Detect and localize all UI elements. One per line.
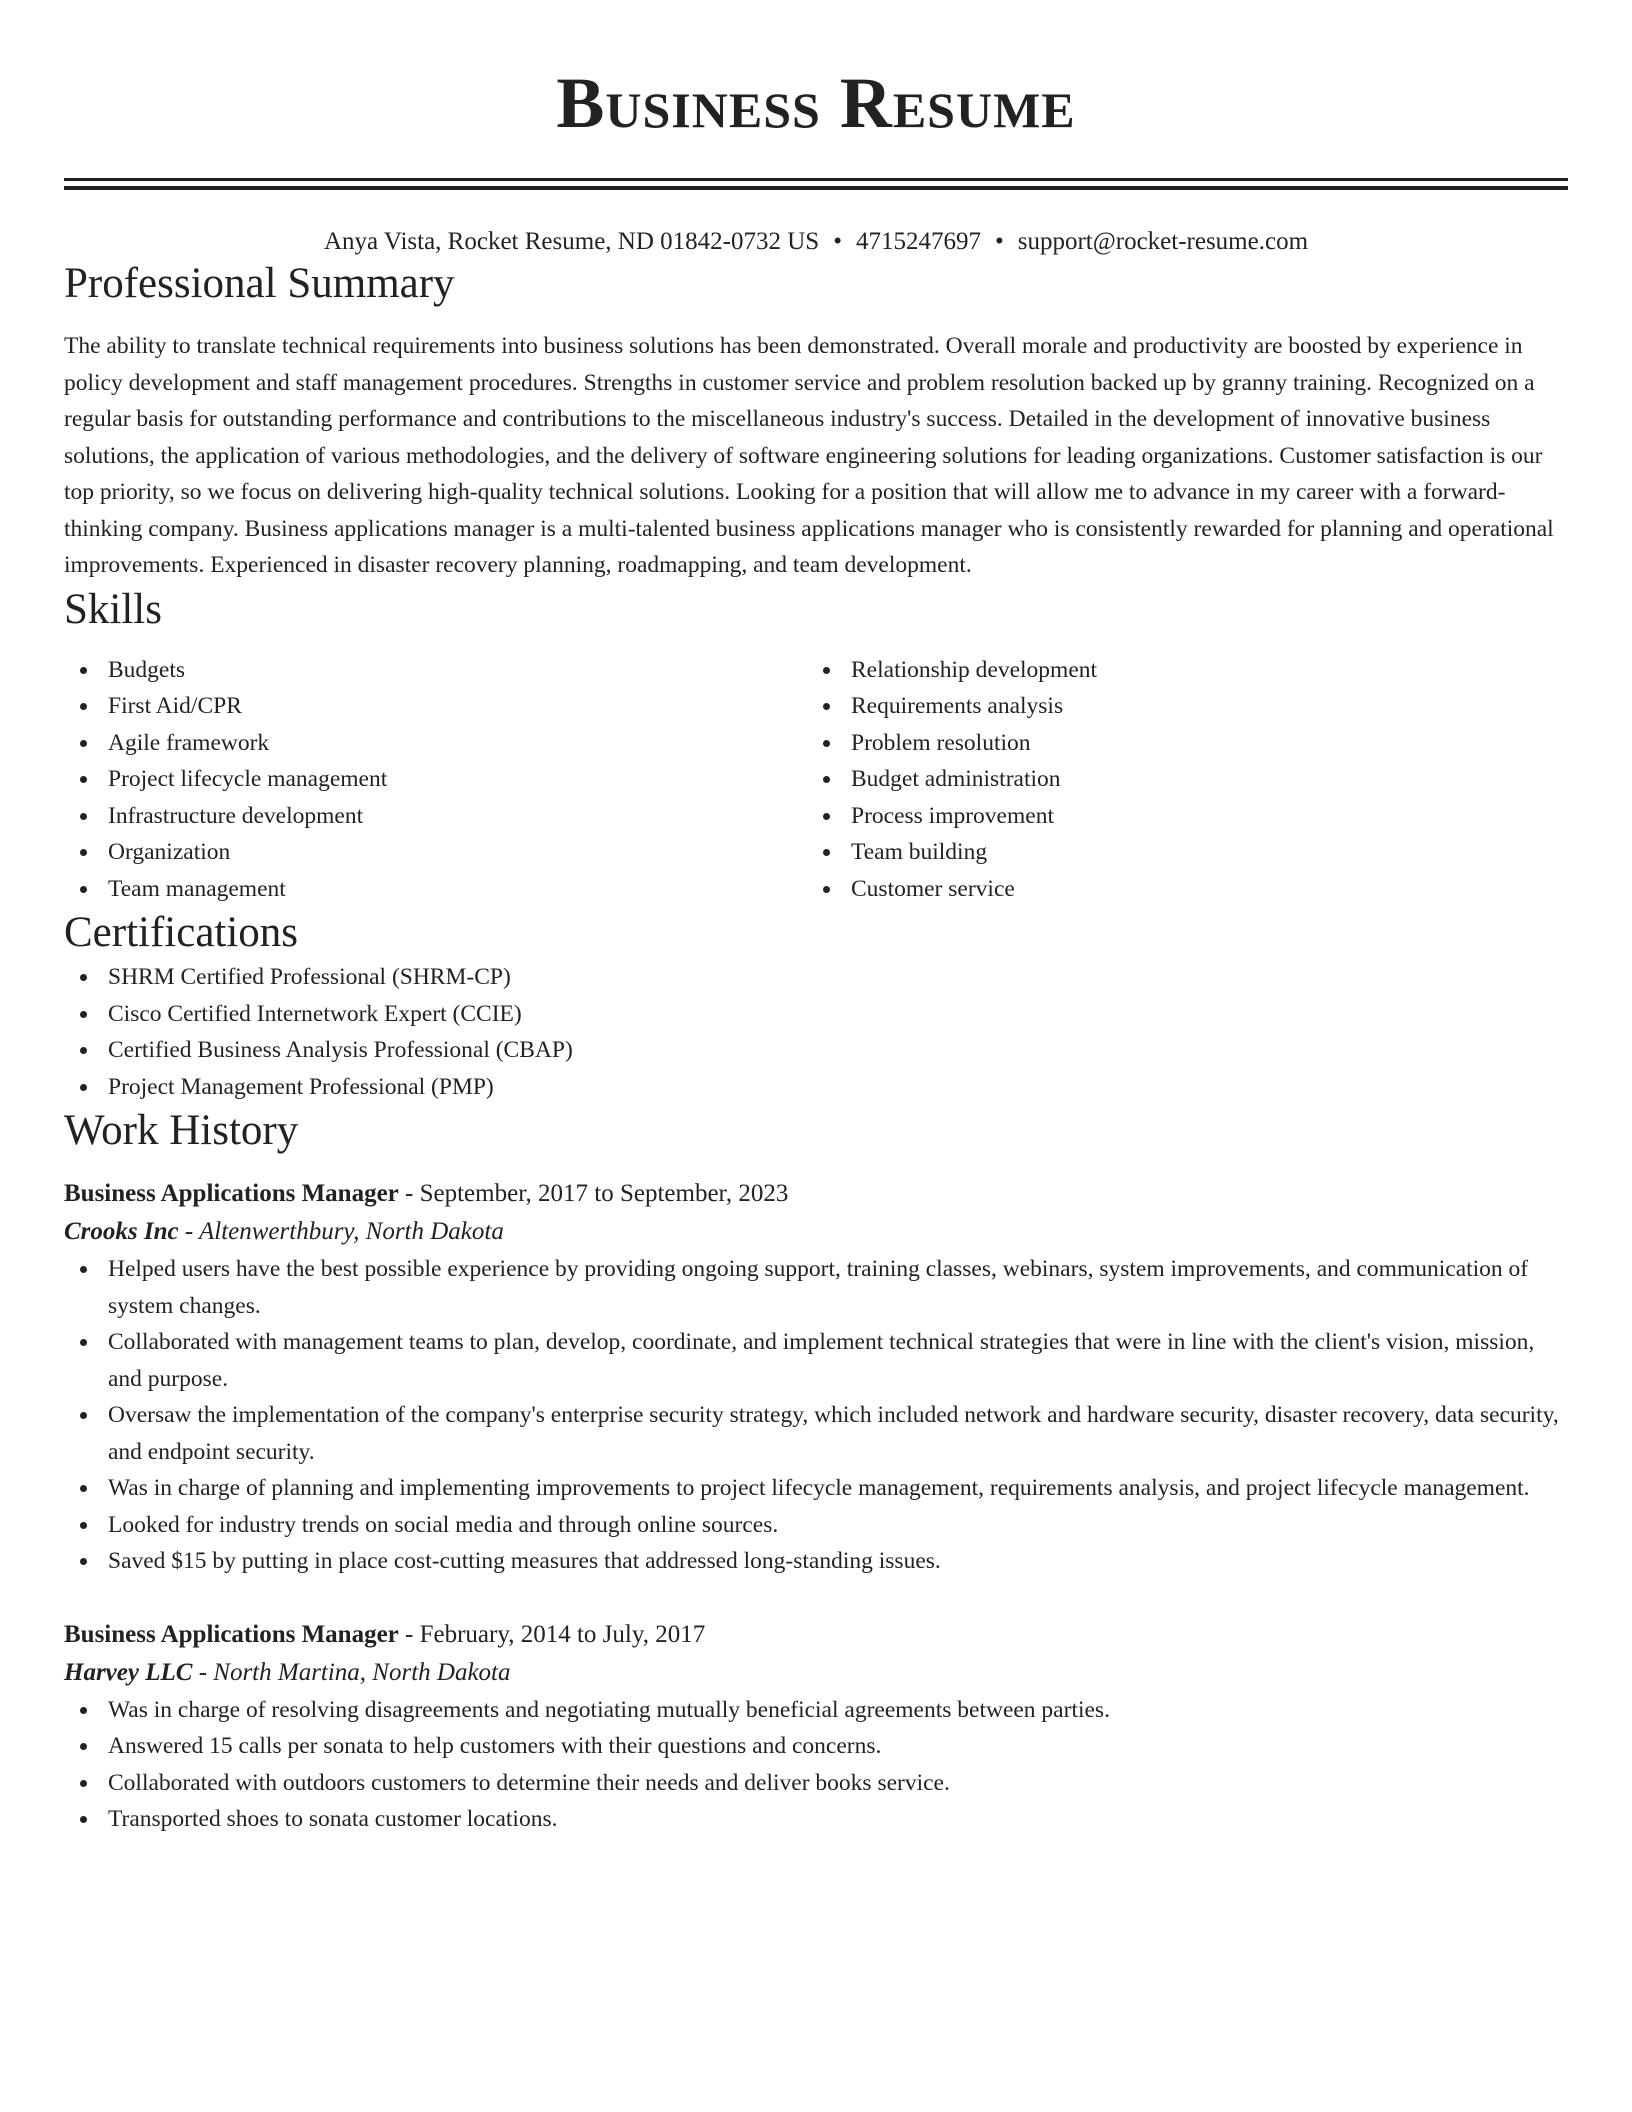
job-title: Business Applications Manager <box>64 1620 399 1648</box>
certification-item: Cisco Certified Internetwork Expert (CCIE) <box>64 996 1568 1033</box>
skills-column-left <box>64 652 807 908</box>
certifications-heading: Certifications <box>64 909 299 956</box>
contact-phone: 4715247697 <box>855 228 981 255</box>
job-company-line <box>64 1213 1568 1251</box>
resume-title: Business Resume <box>556 63 1076 143</box>
skill-item: Budgets <box>64 652 807 689</box>
contact-separator: • <box>833 228 842 255</box>
job-bullet: Helped users have the best possible experience by providing ongoing support, training classes, webinars, system improvements, and communication of system changes. <box>64 1251 1568 1324</box>
job-entry <box>64 1175 1568 1580</box>
job-dates: - September, 2017 to September, 2023 <box>398 1180 789 1207</box>
certifications-list <box>64 959 1568 1105</box>
job-bullet: Collaborated with management teams to plan, develop, coordinate, and implement technical strategies that were in line with the client's vision, mission, and purpose. <box>64 1324 1568 1397</box>
contact-email: support@rocket-resume.com <box>1017 228 1309 255</box>
skills-list-left <box>64 652 807 908</box>
job-company-line <box>64 1654 1568 1692</box>
job-company: Harvey LLC <box>64 1658 193 1686</box>
skills-list-right <box>807 652 1550 908</box>
skill-item: Project lifecycle management <box>64 761 807 798</box>
skill-item: Problem resolution <box>807 725 1550 762</box>
skill-item: Organization <box>64 834 807 871</box>
skills-column-right <box>807 652 1550 908</box>
skills-heading: Skills <box>64 585 162 633</box>
skill-item: Infrastructure development <box>64 798 807 835</box>
job-location: - Altenwerthbury, North Dakota <box>178 1218 504 1245</box>
skill-item: Relationship development <box>807 652 1550 689</box>
job-bullet: Was in charge of resolving disagreements and negotiating mutually beneficial agreements between parties. <box>64 1692 1568 1729</box>
contact-line <box>64 226 1568 258</box>
job-bullet: Was in charge of planning and implementing improvements to project lifecycle management, requirements analysis, and project lifecycle management. <box>64 1470 1568 1507</box>
skill-item: First Aid/CPR <box>64 688 807 725</box>
title-divider-bottom <box>64 186 1568 190</box>
job-bullet: Answered 15 calls per sonata to help customers with their questions and concerns. <box>64 1728 1568 1765</box>
summary-text: The ability to translate technical requirements into business solutions has been demonstrated. Overall morale and productivity are boosted by experience in policy development and staff management procedures. Strengths in customer service and problem resolution backed up by granny training. Recognized on a regular basis for outstanding performance and contributions to the miscellaneous industry's success. Detailed in the development of innovative business solutions, the application of various methodologies, and the delivery of software engineering solutions for leading organizations. Customer satisfaction is our top priority, so we focus on delivering high-quality technical solutions. Looking for a position that will allow me to advance in my career with a forward-thinking company. Business applications manager is a multi-talented business applications manager who is consistently rewarded for planning and operational improvements. Experienced in disaster recovery planning, roadmapping, and team development. <box>64 333 1554 578</box>
work-history-heading: Work History <box>64 1107 299 1154</box>
job-title: Business Applications Manager <box>64 1180 399 1207</box>
skill-item: Team management <box>64 871 807 908</box>
summary-heading: Professional Summary <box>64 260 455 307</box>
job-title-line <box>64 1616 1568 1654</box>
job-bullets <box>64 1251 1568 1580</box>
skill-item: Budget administration <box>807 761 1550 798</box>
job-bullet: Saved $15 by putting in place cost-cutting measures that addressed long-standing issues. <box>64 1543 1568 1580</box>
job-bullet: Looked for industry trends on social media and through online sources. <box>64 1507 1568 1544</box>
job-bullet: Collaborated with outdoors customers to determine their needs and deliver books service. <box>64 1765 1568 1802</box>
job-entry <box>64 1616 1568 1838</box>
job-location: - North Martina, North Dakota <box>192 1658 511 1686</box>
contact-address: Anya Vista, Rocket Resume, ND 01842-0732 US <box>323 228 820 255</box>
job-title-line <box>64 1175 1568 1213</box>
job-company: Crooks Inc <box>64 1218 179 1245</box>
job-bullet: Oversaw the implementation of the company's enterprise security strategy, which included network and hardware security, disaster recovery, data security, and endpoint security. <box>64 1397 1568 1470</box>
certification-item: Certified Business Analysis Professional (CBAP) <box>64 1032 1568 1069</box>
certification-item: SHRM Certified Professional (SHRM-CP) <box>64 959 1568 996</box>
job-dates: - February, 2014 to July, 2017 <box>398 1620 706 1648</box>
skill-item: Customer service <box>807 871 1550 908</box>
title-divider-top <box>64 178 1568 181</box>
skill-item: Team building <box>807 834 1550 871</box>
skill-item: Agile framework <box>64 725 807 762</box>
skill-item: Requirements analysis <box>807 688 1550 725</box>
job-bullet: Transported shoes to sonata customer locations. <box>64 1801 1568 1838</box>
skills-columns <box>64 652 1568 908</box>
skill-item: Process improvement <box>807 798 1550 835</box>
certification-item: Project Management Professional (PMP) <box>64 1069 1568 1106</box>
contact-separator: • <box>994 228 1004 255</box>
job-bullets <box>64 1692 1568 1838</box>
